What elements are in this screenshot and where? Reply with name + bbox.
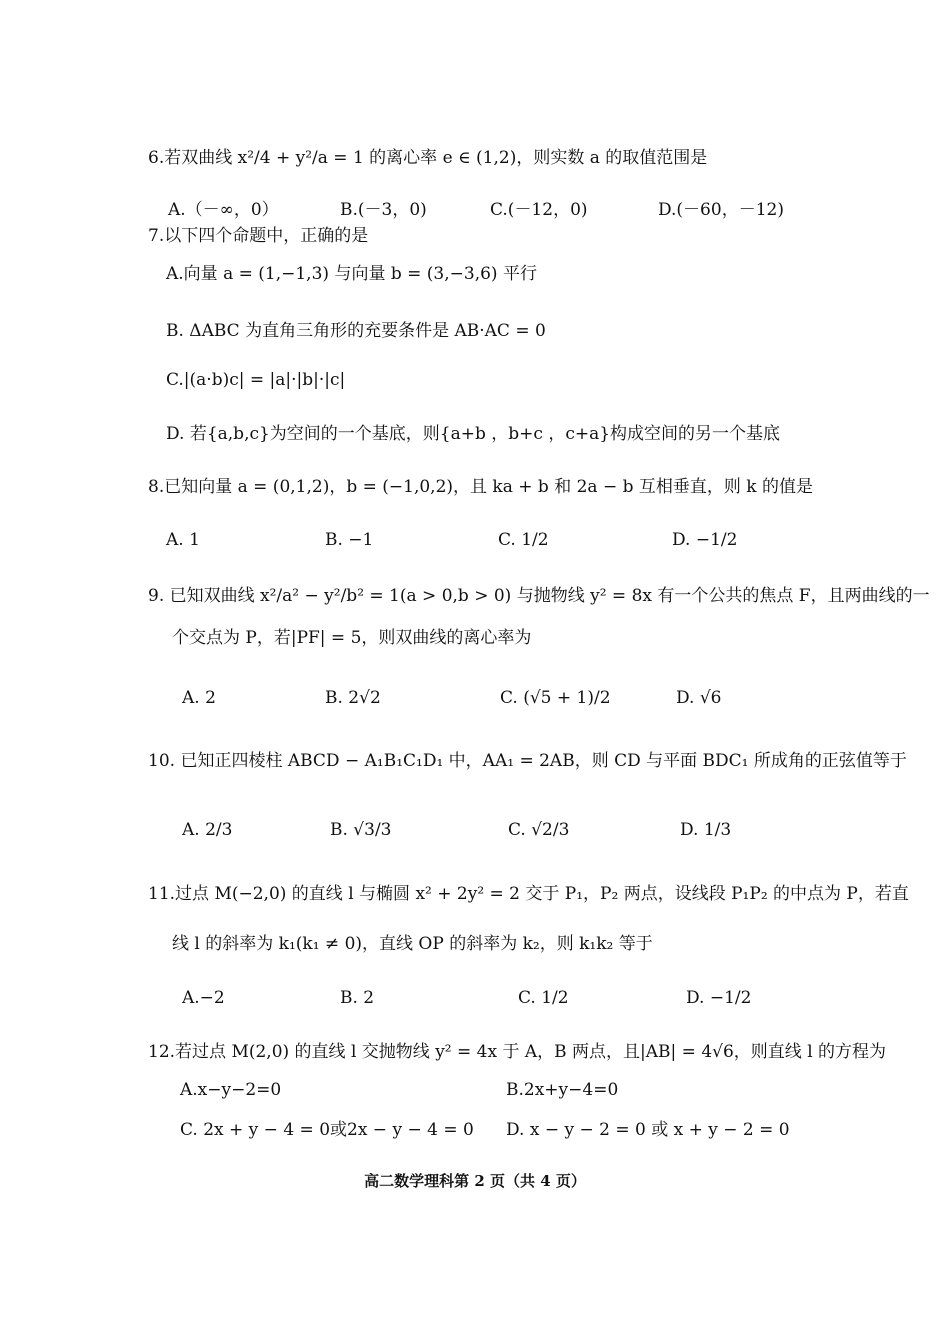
- q11-stem-line1: 11.过点 M(−2,0) 的直线 l 与椭圆 x² + 2y² = 2 交于 P₁，P₂ 两点，设线段 P₁P₂ 的中点为 P，若直: [148, 884, 909, 904]
- q6-option-c: C.(－12，0): [490, 200, 588, 220]
- q10-option-c: C. √2/3: [508, 820, 570, 840]
- q6-option-b: B.(－3，0): [340, 200, 427, 220]
- q7-option-a: A.向量 a = (1,−1,3) 与向量 b = (3,−3,6) 平行: [166, 264, 537, 284]
- q11-option-b: B. 2: [340, 988, 375, 1008]
- q9-option-a: A. 2: [182, 688, 216, 708]
- q9-option-c: C. (√5 + 1)/2: [500, 688, 611, 708]
- q7-option-b: B. ΔABC 为直角三角形的充要条件是 AB·AC = 0: [166, 321, 546, 341]
- q6-stem: 6.若双曲线 x²/4 + y²/a = 1 的离心率 e ∈ (1,2)，则实数 a 的取值范围是: [148, 148, 708, 168]
- q11-stem-line2: 线 l 的斜率为 k₁(k₁ ≠ 0)，直线 OP 的斜率为 k₂，则 k₁k₂ 等于: [172, 934, 653, 954]
- q8-option-d: D. −1/2: [672, 530, 738, 550]
- q9-stem-line1: 9. 已知双曲线 x²/a² − y²/b² = 1(a > 0,b > 0) 与抛物线 y² = 8x 有一个公共的焦点 F，且两曲线的一: [148, 586, 930, 606]
- q9-stem-line2: 个交点为 P，若|PF| = 5，则双曲线的离心率为: [172, 628, 532, 648]
- q12-option-b: B.2x+y−4=0: [506, 1080, 619, 1100]
- q11-option-a: A.−2: [182, 988, 225, 1008]
- q10-option-a: A. 2/3: [182, 820, 233, 840]
- q12-stem: 12.若过点 M(2,0) 的直线 l 交抛物线 y² = 4x 于 A，B 两点，且|AB| = 4√6，则直线 l 的方程为: [148, 1042, 887, 1062]
- q9-option-d: D. √6: [676, 688, 722, 708]
- q10-stem: 10. 已知正四棱柱 ABCD − A₁B₁C₁D₁ 中，AA₁ = 2AB，则 CD 与平面 BDC₁ 所成角的正弦值等于: [148, 751, 907, 771]
- q10-option-d: D. 1/3: [680, 820, 732, 840]
- q7-option-c: C.|(a·b)c| = |a|·|b|·|c|: [166, 370, 346, 390]
- page-footer: 高二数学理科第 2 页（共 4 页）: [364, 1172, 586, 1190]
- q8-option-b: B. −1: [325, 530, 374, 550]
- q11-option-c: C. 1/2: [518, 988, 569, 1008]
- q8-stem: 8.已知向量 a = (0,1,2)，b = (−1,0,2)，且 ka + b 和 2a − b 互相垂直，则 k 的值是: [148, 477, 814, 497]
- q12-option-d: D. x − y − 2 = 0 或 x + y − 2 = 0: [506, 1120, 790, 1140]
- q12-option-c: C. 2x + y − 4 = 0或2x − y − 4 = 0: [180, 1120, 474, 1140]
- q6-option-d: D.(－60，－12): [658, 200, 784, 220]
- q6-option-a: A.（－∞，0）: [168, 200, 279, 220]
- q7-option-d: D. 若{a,b,c}为空间的一个基底，则{a+b ，b+c ，c+a}构成空间的另一个基底: [166, 424, 781, 444]
- q12-option-a: A.x−y−2=0: [180, 1080, 282, 1100]
- q7-stem: 7.以下四个命题中，正确的是: [148, 226, 369, 246]
- q10-option-b: B. √3/3: [330, 820, 392, 840]
- q8-option-c: C. 1/2: [498, 530, 549, 550]
- q9-option-b: B. 2√2: [325, 688, 381, 708]
- q11-option-d: D. −1/2: [686, 988, 752, 1008]
- q8-option-a: A. 1: [166, 530, 200, 550]
